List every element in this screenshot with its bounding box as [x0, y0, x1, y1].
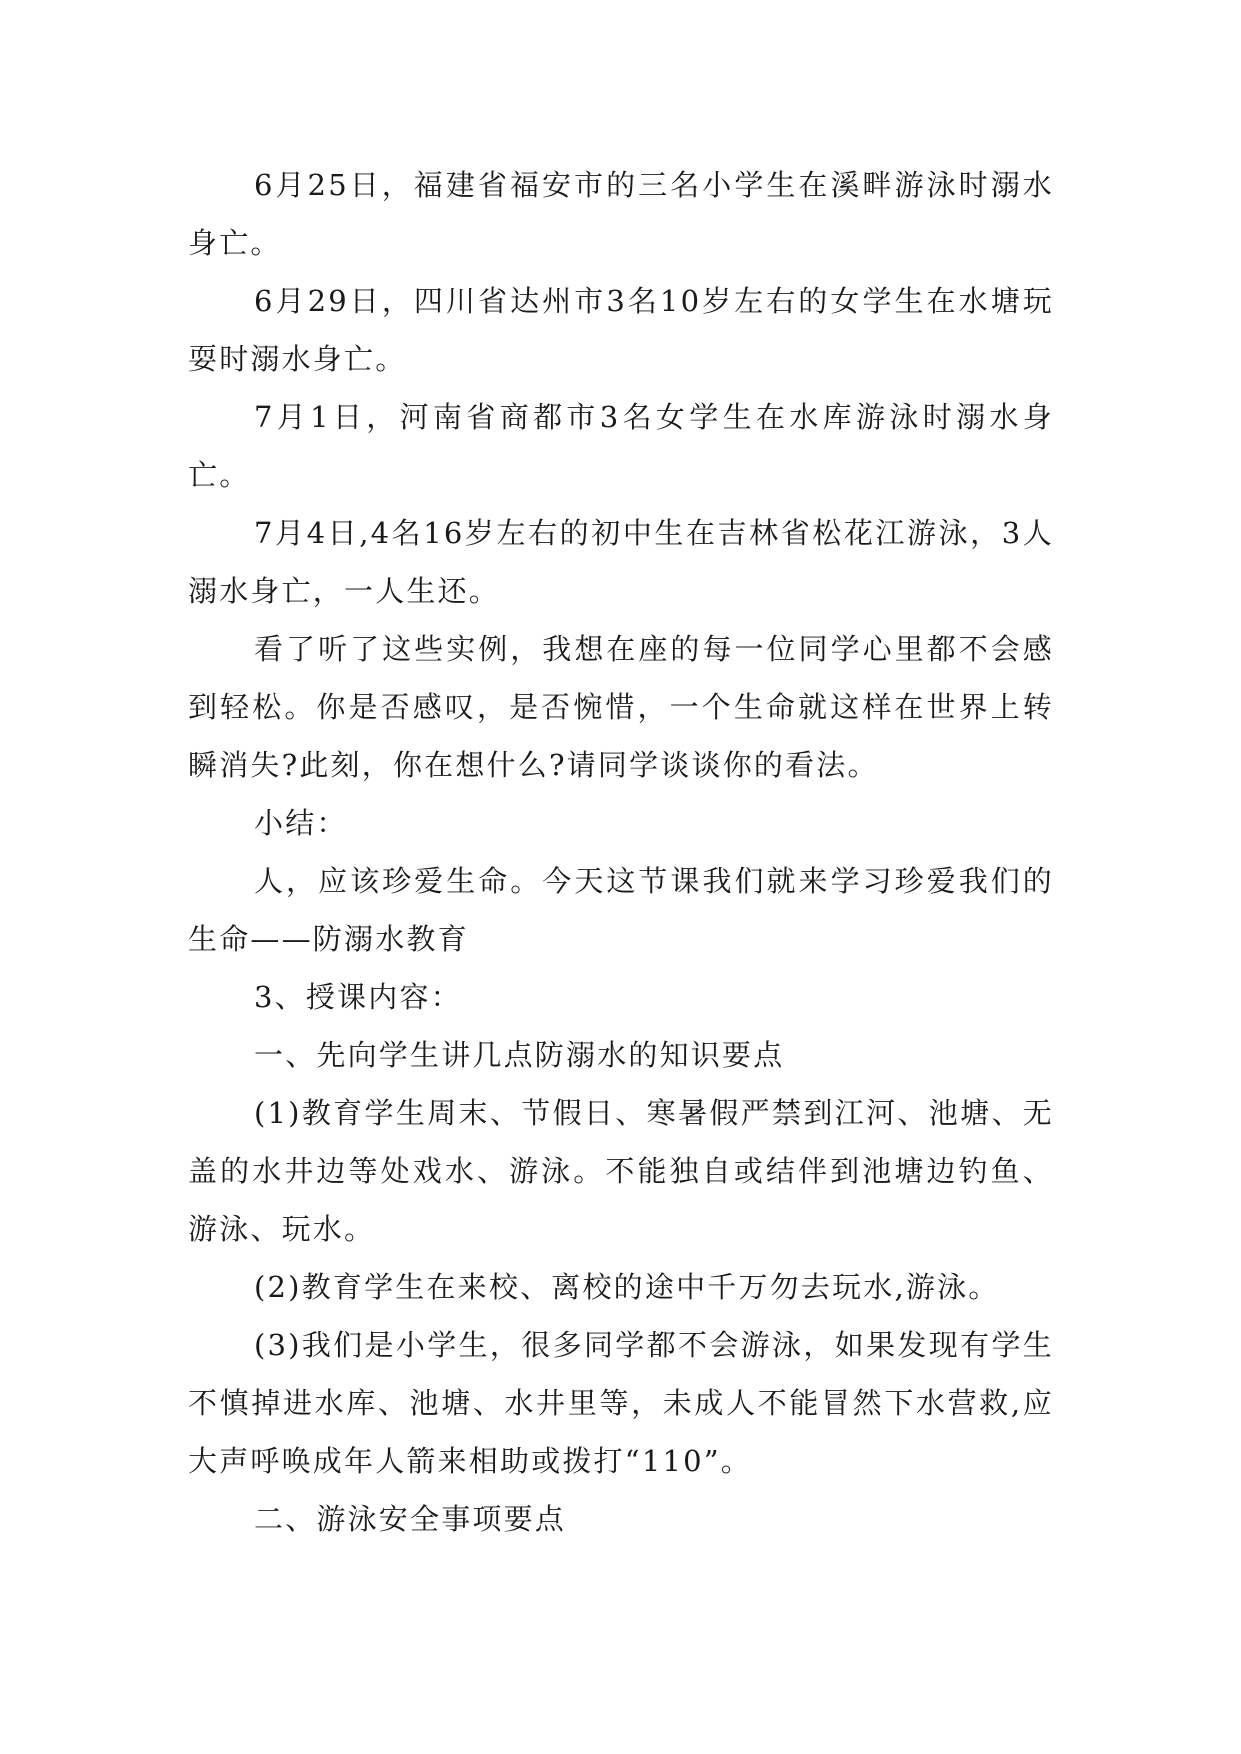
paragraph-incident-june-25: 6月25日，福建省福安市的三名小学生在溪畔游泳时溺水身亡。: [188, 168, 1054, 260]
paragraph-reflection: 看了听了这些实例，我想在座的每一位同学心里都不会感到轻松。你是否感叹，是否惋惜，一个生命就这样在世界上转瞬消失?此刻，你在想什么?请同学谈谈你的看法。: [188, 632, 1054, 782]
paragraph-incident-july-4: 7月4日,4名16岁左右的初中生在吉林省松花江游泳，3人溺水身亡，一人生还。: [188, 516, 1054, 608]
paragraph-incident-july-1: 7月1日，河南省商都市3名女学生在水库游泳时溺水身亡。: [188, 400, 1054, 492]
paragraph-summary: 人，应该珍爱生命。今天这节课我们就来学习珍爱我们的生命——防溺水教育: [188, 864, 1054, 956]
list-item-point-3: (3)我们是小学生，很多同学都不会游泳，如果发现有学生不慎掉进水库、池塘、水井里等，未成人不能冒然下水营救,应大声呼唤成年人箭来相助或拨打“110”。: [188, 1328, 1054, 1478]
section-heading-swimming-safety: 二、游泳安全事项要点: [254, 1502, 567, 1536]
list-item-point-2: (2)教育学生在来校、离校的途中千万勿去玩水,游泳。: [254, 1270, 1000, 1304]
paragraph-incident-june-29: 6月29日，四川省达州市3名10岁左右的女学生在水塘玩耍时溺水身亡。: [188, 284, 1054, 376]
section-heading-knowledge-points: 一、先向学生讲几点防溺水的知识要点: [254, 1038, 785, 1072]
document-body: [188, 156, 1054, 1548]
section-heading-teaching-content: 3、授课内容：: [254, 980, 462, 1014]
list-item-point-1: (1)教育学生周末、节假日、寒暑假严禁到江河、池塘、无盖的水井边等处戏水、游泳。不能独自或结伴到池塘边钓鱼、游泳、玩水。: [188, 1096, 1054, 1246]
summary-heading: 小结：: [254, 806, 348, 840]
